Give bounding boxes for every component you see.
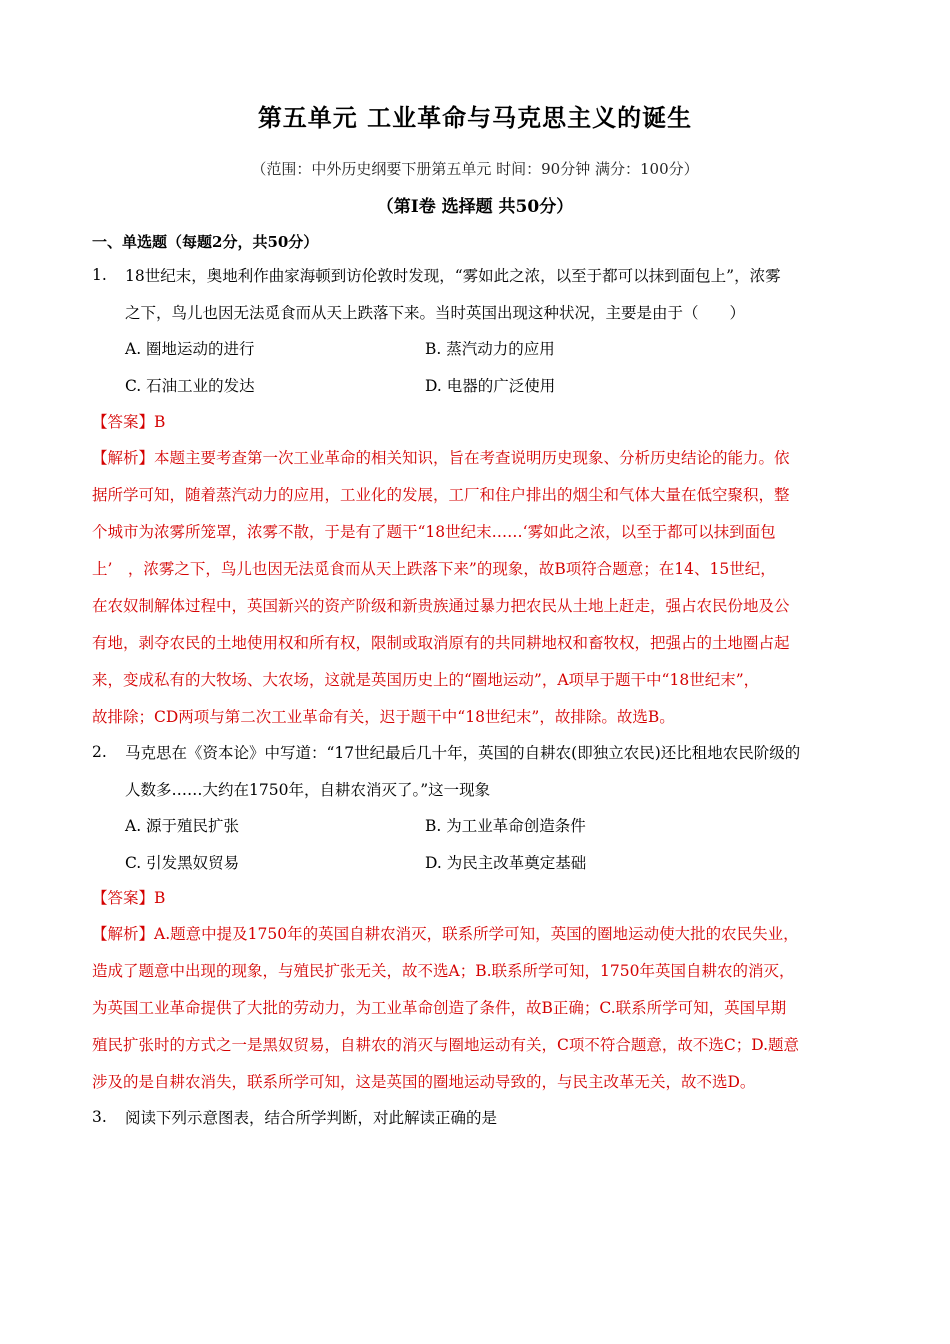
analysis-text: 本题主要考查第一次工业革命的相关知识，旨在考查说明历史现象、分析历史结论的能力。依 bbox=[154, 449, 790, 467]
question-1-analysis-line bbox=[92, 448, 790, 468]
exam-scope-subtitle: （范围：中外历史纲要下册第五单元 时间：90分钟 满分：100分） bbox=[251, 160, 699, 178]
question-2-option-d: D. 为民主改革奠定基础 bbox=[425, 854, 587, 872]
question-1-analysis-line: 上’ ，浓雾之下，鸟儿也因无法觅食而从天上跌落下来”的现象，故B项符合题意；在14、15世纪， bbox=[92, 560, 776, 578]
question-2-answer bbox=[92, 888, 165, 908]
question-1-option-d: D. 电器的广泛使用 bbox=[425, 377, 556, 395]
question-2-analysis-line: 殖民扩张时的方式之一是黑奴贸易，自耕农的消灭与圈地运动有关，C项不符合题意，故不选C；D.题意 bbox=[92, 1036, 800, 1054]
question-2-analysis-line: 涉及的是自耕农消失，联系所学可知，这是英国的圈地运动导致的，与民主改革无关，故不选D。 bbox=[92, 1073, 756, 1091]
question-2-analysis-line bbox=[92, 924, 799, 944]
section-heading: 一、单选题（每题2分，共50分） bbox=[92, 233, 319, 251]
question-1-option-a: A. 圈地运动的进行 bbox=[125, 340, 255, 358]
question-2-stem-line: 人数多……大约在1750年，自耕农消灭了。”这一现象 bbox=[125, 781, 491, 799]
question-2-option-b: B. 为工业革命创造条件 bbox=[425, 817, 586, 835]
question-1-number: 1. bbox=[92, 266, 107, 284]
part-heading: （第Ⅰ卷 选择题 共50分） bbox=[376, 197, 574, 217]
question-1-answer bbox=[92, 412, 165, 432]
question-1-analysis-line: 据所学可知，随着蒸汽动力的应用，工业化的发展，工厂和住户排出的烟尘和气体大量在低空聚积，整 bbox=[92, 486, 790, 504]
question-1-analysis-line: 有地，剥夺农民的土地使用权和所有权，限制或取消原有的共同耕地权和畜牧权，把强占的土地圈占起 bbox=[92, 634, 790, 652]
question-1-stem-line: 之下，鸟儿也因无法觅食而从天上跌落下来。当时英国出现这种状况，主要是由于（ ） bbox=[125, 304, 746, 322]
question-1-analysis-line: 个城市为浓雾所笼罩，浓雾不散，于是有了题干“18世纪末……‘雾如此之浓，以至于都可以抹到面包 bbox=[92, 523, 776, 541]
answer-value: B bbox=[154, 413, 166, 431]
page-title: 第五单元 工业革命与马克思主义的诞生 bbox=[257, 103, 693, 132]
question-2-option-a: A. 源于殖民扩张 bbox=[125, 817, 240, 835]
question-2-option-c: C. 引发黑奴贸易 bbox=[125, 854, 240, 872]
answer-tag: 【答案】 bbox=[92, 413, 155, 431]
analysis-tag: 【解析】 bbox=[92, 449, 155, 467]
question-1-stem-line: 18世纪末，奥地利作曲家海顿到访伦敦时发现，“雾如此之浓，以至于都可以抹到面包上”，浓雾 bbox=[125, 267, 781, 285]
question-1-analysis-line: 在农奴制解体过程中，英国新兴的资产阶级和新贵族通过暴力把农民从土地上赶走，强占农民份地及公 bbox=[92, 597, 790, 615]
question-2-analysis-line: 造成了题意中出现的现象，与殖民扩张无关，故不选A；B.联系所学可知，1750年英国自耕农的消灭， bbox=[92, 962, 795, 980]
analysis-text: A.题意中提及1750年的英国自耕农消灭，联系所学可知，英国的圈地运动使大批的农民失业， bbox=[154, 925, 799, 943]
question-2-analysis-line: 为英国工业革命提供了大批的劳动力，为工业革命创造了条件，故B正确；C.联系所学可知，英国早期 bbox=[92, 999, 787, 1017]
question-3-stem-line: 阅读下列示意图表，结合所学判断，对此解读正确的是 bbox=[125, 1109, 498, 1127]
answer-tag: 【答案】 bbox=[92, 889, 155, 907]
question-2-stem-line: 马克思在《资本论》中写道：“17世纪最后几十年，英国的自耕农(即独立农民)还比租地农民阶级的 bbox=[125, 744, 801, 762]
question-1-option-c: C. 石油工业的发达 bbox=[125, 377, 255, 395]
question-1-option-b: B. 蒸汽动力的应用 bbox=[425, 340, 555, 358]
question-1-analysis-line: 故排除；CD两项与第二次工业革命有关，迟于题干中“18世纪末”，故排除。故选B。 bbox=[92, 708, 675, 726]
question-2-number: 2. bbox=[92, 743, 107, 761]
answer-value: B bbox=[154, 889, 166, 907]
question-1-analysis-line: 来，变成私有的大牧场、大农场，这就是英国历史上的“圈地运动”，A项早于题干中“18世纪末”， bbox=[92, 671, 760, 689]
question-3-number: 3. bbox=[92, 1108, 107, 1126]
analysis-tag: 【解析】 bbox=[92, 925, 155, 943]
